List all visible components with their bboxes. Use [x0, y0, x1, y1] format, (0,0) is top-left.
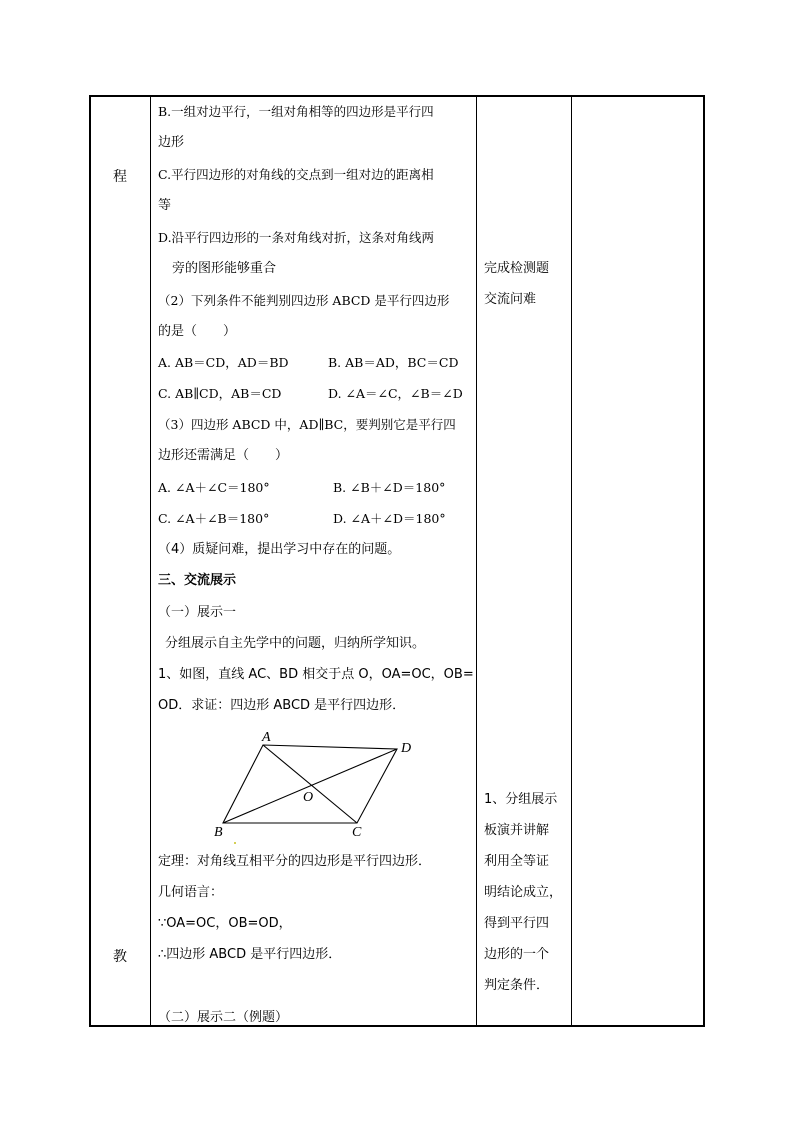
section-heading: 三、交流展示: [158, 573, 237, 588]
q2-option-d: D. ∠A＝∠C，∠B＝∠D: [328, 386, 463, 401]
label-c: C: [352, 825, 362, 840]
label-cheng: 程: [113, 169, 127, 185]
question-2-line-1: （2）下列条件不能判别四边形 ABCD 是平行四边形: [158, 293, 450, 308]
question-3-line-1: （3）四边形 ABCD 中，AD∥BC，要判别它是平行四: [158, 417, 456, 432]
label-b: B: [214, 825, 223, 840]
q3-option-a: A. ∠A＋∠C＝180°: [158, 480, 270, 495]
subsection-1: （一）展示一: [158, 605, 237, 620]
activity-line-2: 交流问难: [484, 292, 537, 307]
label-o: O: [303, 790, 314, 805]
instruction: 分组展示自主先学中的问题，归纳所学知识。: [165, 636, 426, 651]
conclusion: ∴四边形 ABCD 是平行四边形．: [158, 947, 342, 962]
option-b-line-1: B.一组对边平行，一组对角相等的四边形是平行四: [158, 104, 434, 119]
stray-dot: [234, 842, 236, 844]
option-c-line-1: C.平行四边形的对角线的交点到一组对边的距离相: [158, 167, 434, 182]
option-b-line-2: 边形: [158, 135, 185, 150]
label-jiao: 教: [113, 949, 127, 965]
option-c-line-2: 等: [158, 198, 172, 213]
activity-line-9: 判定条件．: [484, 978, 550, 993]
q3-option-d: D. ∠A＋∠D＝180°: [333, 511, 446, 526]
question-2-line-2: 的是（ ）: [158, 324, 237, 339]
q3-option-c: C. ∠A＋∠B＝180°: [158, 511, 270, 526]
problem-1-line-1: 1、如图，直线 AC、BD 相交于点 O，OA=OC，OB=: [158, 667, 474, 682]
theorem: 定理：对角线互相平分的四边形是平行四边形．: [158, 854, 432, 869]
diagonal-bd: [223, 749, 397, 823]
activity-line-6: 明结论成立，: [484, 885, 563, 900]
q2-option-a: A. AB＝CD，AD＝BD: [158, 355, 289, 370]
question-4: （4）质疑问难，提出学习中存在的问题。: [158, 542, 401, 557]
activity-line-4: 板演并讲解: [484, 823, 550, 838]
question-3-line-2: 边形还需满足（ ）: [158, 448, 289, 463]
q2-option-c: C. AB∥CD，AB＝CD: [158, 386, 282, 401]
geometry-language: 几何语言：: [158, 885, 224, 900]
diagonal-ac: [263, 745, 357, 823]
label-d: D: [401, 741, 412, 756]
option-d-line-2: 旁的图形能够重合: [172, 261, 277, 276]
problem-1-line-2: OD．求证：四边形 ABCD 是平行四边形．: [158, 698, 406, 713]
q2-option-b: B. AB＝AD，BC＝CD: [328, 355, 459, 370]
label-a: A: [262, 730, 271, 745]
option-d-line-1: D.沿平行四边形的一条对角线对折，这条对角线两: [158, 230, 435, 245]
subsection-2: （二）展示二（例题）: [158, 1010, 289, 1025]
activity-line-5: 利用全等证: [484, 854, 550, 869]
activity-line-3: 1、分组展示: [484, 792, 558, 807]
activity-line-7: 得到平行四: [484, 916, 550, 931]
given-condition: ∵OA=OC，OB=OD，: [158, 916, 292, 931]
activity-line-1: 完成检测题: [484, 261, 550, 276]
activity-line-8: 边形的一个: [484, 947, 550, 962]
q3-option-b: B. ∠B＋∠D＝180°: [333, 480, 446, 495]
